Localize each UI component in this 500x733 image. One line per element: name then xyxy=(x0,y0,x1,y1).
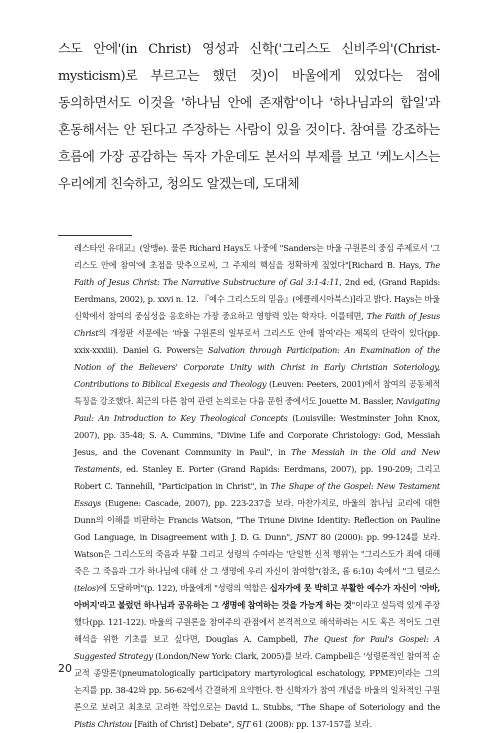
footnote-text: "이라고 설득력 있게 주장했다(pp. 121-122). 바울의 구원론을 참여주의 관점에서 본격적으로 해석하려는 시도 혹은 적어도 그런 해석을 위한 기초를 보고 싶다면, Douglas A. Campbell, xyxy=(74,600,440,644)
book-title: The Faith of Jesus Christ xyxy=(74,311,440,338)
emphasized-quote: 십자가에 못 박히고 부활한 예수가 자신이 '아바, 아버지'라고 불렀던 하나님과 공유하는 그 생명에 참여하는 것을 가능게 하는 것 xyxy=(74,583,441,610)
latin-term: Pistis Christou xyxy=(74,719,132,729)
footnote-text: (London/New York: Clark, 2005)를 보라. Campbell은 '성령론적인 참여적 순교적 종말론'(pneumatologically participatory martyrological eschatology, PPME)이라는 그의 논지를 pp. 38-42와 pp. 56-62에서 간결하게 요약한다. 한 신학자가 참여 개념을 바울의 일차적인 구원론으로 보려고 최초로 고려한 작업으로는 David L. Stubbs, "The Shape of Soteriology and the xyxy=(74,651,440,712)
book-title: Navigating Paul: An Introduction to Key Theological Concepts xyxy=(74,396,440,423)
footnote-block xyxy=(74,240,440,733)
footnote-divider xyxy=(58,235,132,236)
footnote-text: , ed. Stanley E. Porter (Grand Rapids: Eerdmans, 2007), pp. 190-209; 그리고 Robert C. Tannehill, "Participation in Christ", in xyxy=(74,464,440,491)
book-title: Salvation through Participation: An Examination of the Notion of the Believers' Corporate Unity with Christ in Early Christian Soteriology, Contributions to Biblical Exegesis and Theology xyxy=(74,345,440,389)
book-title: The Shape of the Gospel: New Testament Essays xyxy=(74,481,441,508)
footnote-paragraph xyxy=(74,240,440,733)
book-title: The Faith of Jesus Christ: The Narrative Substructure of Gal 3:1-4:11 xyxy=(74,260,440,287)
main-text xyxy=(58,36,440,198)
footnote-text: 레스타인 유대교』(알맹e). 물론 Richard Hays도 나중에 "Sanders는 바울 구원론의 중심 주제로서 '그리스도 안에 참여'에 초점을 맞추으로써, 그 주제의 핵심을 정확하게 짚었다"[Richard B. Hays, xyxy=(74,243,440,270)
footnote-text: 의 개정판 서문에는 '바울 구원론의 일부로서 그리스도 안에 참여'라는 제목의 단락이 있다(pp. xxix-xxxiii). Daniel G. Powers는 xyxy=(74,328,440,355)
footnote-text: , 2nd ed, (Grand Rapids: Eerdmans, 2002), p. xxvi n. 12. 『예수 그리스도의 믿음』(에클레시아북스)]라고 밝다. Hays는 바울 신학에서 참여의 중심성을 옹호하는 가장 중요하고 영향력 있는 학자다. 이를테면, xyxy=(74,277,440,321)
footnote-text: [Faith of Christ] Debate", xyxy=(131,719,237,729)
footnote-text: )에 도달하며"(p. 122), 바울에게 "성령의 역할은 xyxy=(95,583,270,593)
footnote-text: 80 (2000): pp. 99-124를 보라. Watson은 그리스도의 죽음과 부활 그리고 성령의 수여라는 '단일한 신적 행위'는 "그리스도가 죄에 대해 죽은 그 죽음과 그가 하나님에 대해 산 그 생명에 우리 자신이 참여함"(참조, 롬 6:10) 속에서 "그 텔로스( xyxy=(74,532,440,593)
journal-title: JSNT xyxy=(296,532,317,542)
footnote-text: (Leuven: Peeters, 2001)에서 참여의 공동체적 특징을 강조했다. 최근의 다른 참여 관련 논의로는 다음 문헌 중에서도 Jouette M. Bassler, xyxy=(74,379,440,406)
footnote-text: 61 (2008): pp. 137-157를 보라. xyxy=(250,719,372,729)
body-paragraph: 스도 안에'(in Christ) 영성과 신학('그리스도 신비주의'(Christ-mysticism)로 부르고는 했던 것)이 바울에게 있었다는 점에 동의하면서도 이것을 '하나님 안에 존재함'이나 '하나님과의 합일'과 혼동해서는 안 된다고 주장하는 사람이 있을 것이다. 참여를 강조하는 흐름에 가장 공감하는 독자 가운데도 본서의 부제를 보고 '케노시스는 우리에게 친숙하고, 청의도 알겠는데, 도대체 xyxy=(58,42,440,192)
footnote-text: (Eugene: Cascade, 2007), pp. 223-237을 보라. 마찬가지로, 바울의 참나님 교리에 대한 Dunn의 이해를 비판하는 Francis Watson, "The Triune Divine Identity: Reflection on Pauline God Language, in Disagreement with J. D. G. Dunn", xyxy=(74,498,440,542)
book-title: The Messiah in the Old and New Testaments xyxy=(74,447,440,474)
footnote-text: (Louisville: Westminster John Knox, 2007), pp. 35-48; S. A. Cummins, "Divine Life and Corporate Christology: God, Messiah Jesus, and the Covenant Community in Paul", in xyxy=(74,413,440,457)
greek-term: telos xyxy=(77,583,96,593)
journal-title: SJT xyxy=(236,719,251,729)
page-number: 20 xyxy=(58,662,72,675)
book-title: The Quest for Paul's Gospel: A Suggested Strategy xyxy=(74,634,440,661)
